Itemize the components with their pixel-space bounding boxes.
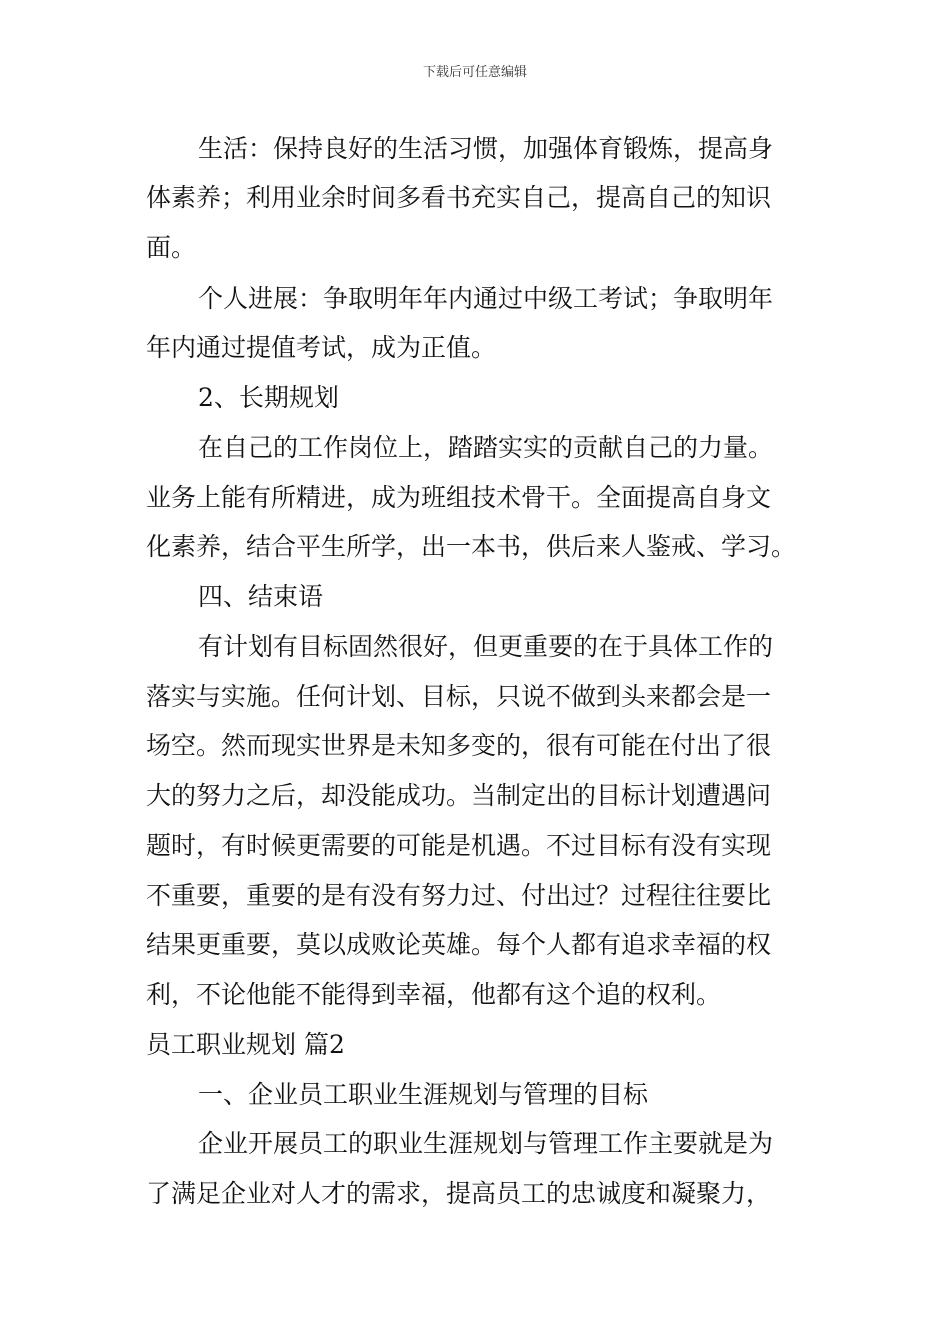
text-line: 题时，有时候更需要的可能是机遇。不过目标有没有实现 (146, 831, 772, 860)
text-line: 业务上能有所精进，成为班组技术骨干。全面提高自身文 (146, 483, 772, 512)
text-line: 企业开展员工的职业生涯规划与管理工作主要就是为 (198, 1129, 774, 1158)
section-heading: 一、企业员工职业生涯规划与管理的目标 (198, 1080, 649, 1109)
text-line: 不重要，重要的是有没有努力过、付出过？过程往往要比 (146, 881, 772, 910)
page-header: 下载后可任意编辑 (422, 65, 527, 80)
text-line: 场空。然而现实世界是未知多变的，很有可能在付出了很 (146, 731, 772, 760)
text-line: 个人进展：争取明年年内通过中级工考试；争取明年 (198, 284, 774, 313)
text-line: 体素养；利用业余时间多看书充实自己，提高自己的知识 (146, 183, 772, 212)
article-title: 员工职业规划 篇2 (146, 1030, 345, 1059)
text-line: 面。 (146, 233, 197, 262)
text-line: 结果更重要，莫以成败论英雄。每个人都有追求幸福的权 (146, 930, 772, 959)
section-heading: 四、结束语 (198, 582, 324, 611)
text-line: 生活：保持良好的生活习惯，加强体育锻炼，提高身 (198, 134, 774, 163)
text-line: 有计划有目标固然很好，但更重要的在于具体工作的 (198, 632, 774, 661)
text-line: 利，不论他能不能得到幸福，他都有这个追的权利。 (146, 980, 722, 1009)
text-line: 化素养，结合平生所学，出一本书，供后来人鉴戒、学习。 (146, 532, 797, 561)
text-line: 大的努力之后，却没能成功。当制定出的目标计划遭遇问 (146, 781, 772, 810)
text-line: 了满足企业对人才的需求，提高员工的忠诚度和凝聚力， (146, 1179, 772, 1208)
section-heading: 2、长期规划 (198, 383, 339, 412)
text-line: 年内通过提值考试，成为正值。 (146, 333, 497, 362)
text-line: 在自己的工作岗位上，踏踏实实的贡献自己的力量。 (198, 433, 774, 462)
text-line: 落实与实施。任何计划、目标，只说不做到头来都会是一 (146, 682, 772, 711)
